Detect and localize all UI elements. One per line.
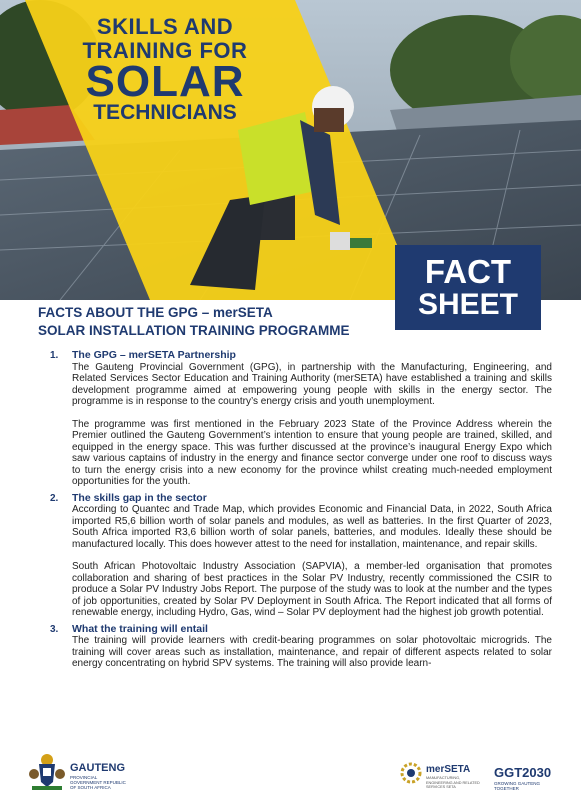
section-training: [50, 624, 552, 670]
title-line-3: SOLAR: [85, 57, 245, 106]
page-heading: [38, 304, 398, 340]
merseta-name: merSETA: [426, 764, 471, 775]
badge-line-2: SHEET: [417, 288, 519, 321]
ggt-name: GGT2030: [494, 765, 552, 780]
gauteng-subtitle: PROVINCIAL GOVERNMENT REPUBLIC OF SOUTH AFRICA: [70, 775, 126, 790]
section-title: What the training will entail: [72, 622, 208, 635]
heading-line-2: SOLAR INSTALLATION TRAINING PROGRAMME: [38, 323, 350, 338]
section-number: 2.: [50, 492, 59, 504]
badge-line-1: FACT: [424, 253, 512, 290]
title-line-4: TECHNICIANS: [93, 101, 237, 124]
merseta-gear-icon: [400, 762, 422, 784]
ggt2030-logo: [494, 765, 564, 795]
section-number: 3.: [50, 623, 59, 635]
gauteng-name: GAUTENG: [70, 762, 125, 774]
article-body: [50, 350, 552, 670]
heading-line-1: FACTS ABOUT THE GPG – merSETA: [38, 305, 273, 320]
coat-of-arms-icon: [26, 750, 68, 792]
hero-title: [40, 16, 290, 123]
section-title: The GPG – merSETA Partnership: [72, 349, 236, 361]
gauteng-logo: [26, 750, 136, 795]
section-partnership: [50, 350, 552, 488]
page-fade: [0, 690, 581, 740]
section-title: The skills gap in the sector: [72, 491, 207, 504]
section-number: 1.: [50, 350, 59, 361]
paragraph: The Gauteng Provincial Government (GPG), in partnership with the Manufacturing, Engineering, and Related Services Sector Education and Training Authority (merSETA) have established a training and skills development programme aimed at empowering young people with skills in the energy sector. The programme is in response to the country’s energy crisis and youth unemployment.: [72, 361, 552, 407]
paragraph: South African Photovoltaic Industry Association (SAPVIA), a member-led organisation that promotes collaboration and sharing of best practices in the Solar PV Industry, recently commissioned the CSIR to produce a Solar PV Industry Jobs Report. The purpose of the study was to look at the number and the types of job opportunities, created by Solar PV Deployment in South Africa. The Report indicated that all forms of renewable energy, including Hydro, Gas, wind – Solar PV deployment had the highest job growth potential.: [72, 561, 552, 618]
paragraph: According to Quantec and Trade Map, which provides Economic and Financial Data, in 2022, South Africa imported R5,6 billion worth of solar panels and modules, as well as batteries. In the first Quarter of 2023, South Africa imported R3,6 billion worth of solar panels, batteries, and modules. Ideally these should be manufactured locally. This does however attest to the need for installation, maintenance, and repair skills.: [72, 504, 552, 550]
fact-sheet-badge: [395, 245, 541, 330]
title-line-1: SKILLS AND: [96, 14, 234, 39]
title-line-2: TRAINING FOR: [82, 38, 248, 63]
paragraph: The programme was first mentioned in the February 2023 State of the Province Address wherein the Premier outlined the Gauteng Government’s intention to ensure that young people are trained, skilled, and equipped in the energy space. This was further discussed at the province’s inaugural Energy Expo which saw various captains of industry in the energy and finance sector converge under one roof to discuss ways to turn the energy crisis into a new economy for the province whilst creating much-needed employment opportunities for the youth.: [72, 418, 552, 487]
merseta-subtitle: MANUFACTURING, ENGINEERING AND RELATED SERVICES SETA: [426, 776, 480, 789]
section-skills-gap: [50, 493, 552, 619]
merseta-logo: [400, 760, 480, 790]
paragraph: The training will provide learners with credit-bearing programmes on solar photovoltaic microgrids. The training will cover areas such as installation, maintenance, and repair of different aspects related to solar energy concentrating on hybrid SPV systems. The training will also provide learn-: [72, 635, 552, 669]
ggt-subtitle: GROWING GAUTENG TOGETHER: [494, 781, 540, 791]
